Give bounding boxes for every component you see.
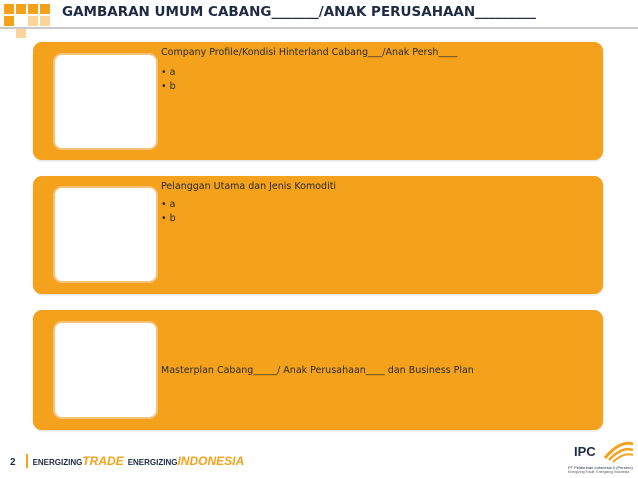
tagline-word: TRADE bbox=[82, 454, 124, 468]
image-placeholder bbox=[53, 186, 158, 283]
panel-heading: Masterplan Cabang_____/ Anak Perusahaan____ dan Business Plan bbox=[161, 365, 474, 376]
bullet-item: • b bbox=[161, 80, 583, 94]
tagline-word: INDONESIA bbox=[177, 454, 245, 468]
logo-company: PT Pelabuhan Indonesia II (Persero) bbox=[568, 465, 633, 470]
tagline-word: ENERGIZING bbox=[127, 458, 178, 467]
image-placeholder bbox=[53, 53, 158, 150]
page-number: 2 bbox=[10, 457, 16, 468]
page-title: GAMBARAN UMUM CABANG_______/ANAK PERUSAHAAN_________ bbox=[62, 4, 536, 20]
logo-name: IPC bbox=[574, 444, 596, 459]
logo-tagline: Energizing Trade, Energizing Indonesia bbox=[568, 470, 630, 474]
bullet-item: • b bbox=[161, 212, 583, 226]
bullet-item: • a bbox=[161, 66, 583, 80]
tagline-word: ENERGIZING bbox=[32, 458, 83, 467]
panel-customers bbox=[33, 176, 603, 294]
panel-company-profile bbox=[33, 42, 603, 160]
panel-masterplan bbox=[33, 310, 603, 430]
panel-heading: Pelanggan Utama dan Jenis Komoditi bbox=[161, 181, 337, 192]
panel-heading: Company Profile/Kondisi Hinterland Cabang___/Anak Persh____ bbox=[161, 47, 458, 58]
footer bbox=[10, 454, 248, 468]
image-placeholder bbox=[53, 321, 158, 419]
title-divider bbox=[0, 27, 638, 29]
bullet-item: • a bbox=[161, 198, 583, 212]
footer-separator bbox=[26, 454, 28, 468]
